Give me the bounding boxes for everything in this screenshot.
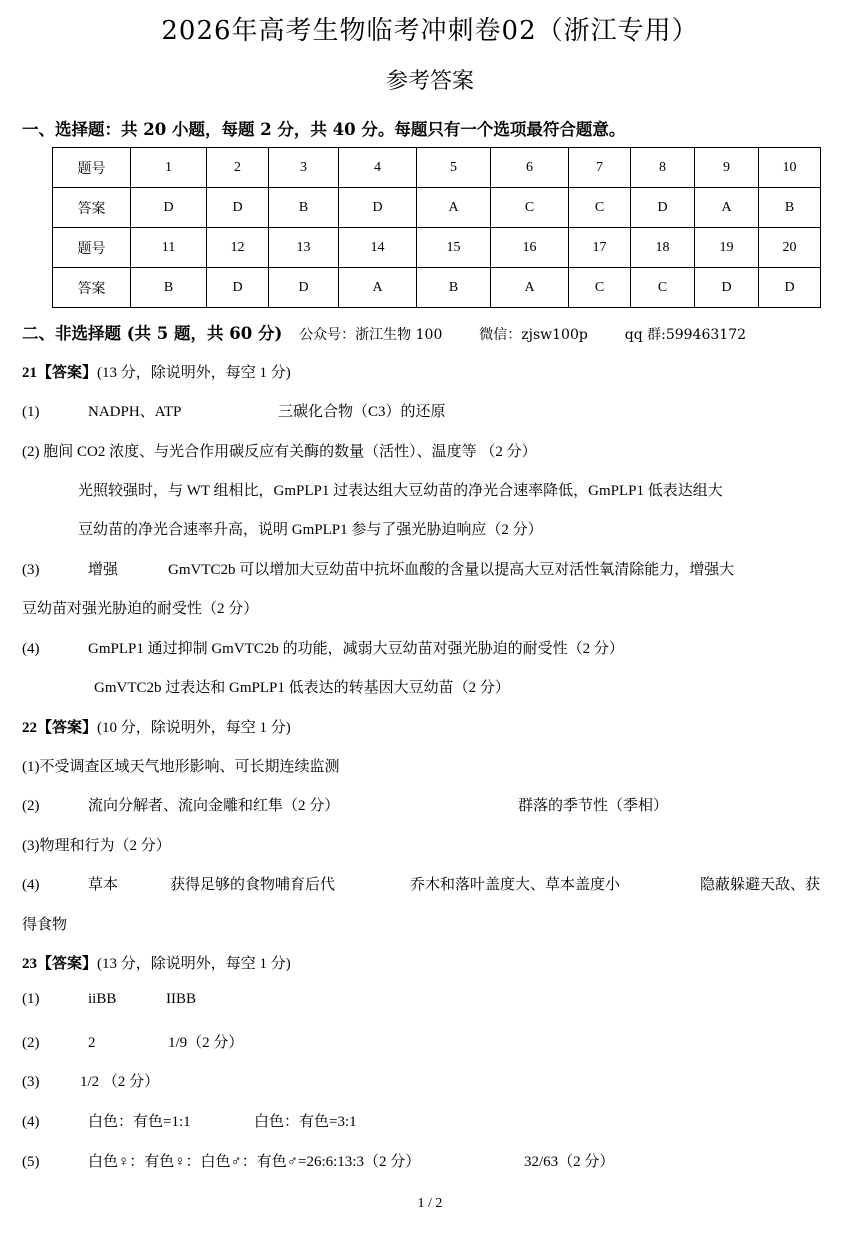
table-row bbox=[53, 228, 821, 268]
table-cell: C bbox=[631, 268, 695, 308]
q22-head: 22【答案】 bbox=[22, 720, 98, 736]
table-cell: 20 bbox=[759, 228, 821, 268]
table-cell: D bbox=[695, 268, 759, 308]
q22-line2 bbox=[22, 794, 668, 815]
table-cell: A bbox=[695, 188, 759, 228]
answer-text: 白色♀：有色♀：白色♂：有色♂=26:6:13:3（2 分） bbox=[88, 1154, 421, 1170]
answer-text: iiBB bbox=[88, 991, 117, 1007]
wechat-id: 微信：zjsw100p bbox=[479, 327, 588, 343]
q23-line1 bbox=[22, 991, 196, 1008]
table-cell: 1 bbox=[131, 148, 207, 188]
table-cell: D bbox=[131, 188, 207, 228]
answer-text: 2 bbox=[88, 1035, 96, 1051]
q22-line1: (1)不受调查区域天气地形影响、可长期连续监测 bbox=[22, 759, 340, 775]
table-cell: 12 bbox=[207, 228, 269, 268]
wechat-public-account: 公众号：浙江生物 100 bbox=[299, 327, 443, 343]
table-cell: 16 bbox=[491, 228, 569, 268]
table-cell: D bbox=[759, 268, 821, 308]
table-cell: C bbox=[569, 268, 631, 308]
table-cell: 10 bbox=[759, 148, 821, 188]
q21-line1 bbox=[22, 400, 446, 421]
q23-line5 bbox=[22, 1150, 614, 1171]
table-cell: C bbox=[569, 188, 631, 228]
q23-header bbox=[22, 952, 291, 973]
table-cell: B bbox=[269, 188, 339, 228]
table-cell: D bbox=[207, 268, 269, 308]
q21-line2: (2) 胞间 CO2 浓度、与光合作用碳反应有关酶的数量（活性）、温度等 （2 分） bbox=[22, 444, 537, 460]
item-number: (1) bbox=[22, 991, 40, 1007]
item-number: (3) bbox=[22, 1074, 40, 1090]
answer-table bbox=[52, 147, 821, 308]
table-cell: 14 bbox=[339, 228, 417, 268]
answer-text: 1/2 （2 分） bbox=[80, 1074, 160, 1090]
table-cell: 18 bbox=[631, 228, 695, 268]
q22-line4 bbox=[22, 873, 820, 894]
page-number: 1 / 2 bbox=[417, 1196, 443, 1211]
q23-head: 23【答案】 bbox=[22, 956, 98, 972]
answer-text: GmPLP1 通过抑制 GmVTC2b 的功能，减弱大豆幼苗对强光胁迫的耐受性（2 分） bbox=[88, 641, 624, 657]
item-number: (4) bbox=[22, 641, 40, 657]
answer-text: 乔木和落叶盖度大、草本盖度小 bbox=[410, 877, 621, 893]
answer-text: GmVTC2b 可以增加大豆幼苗中抗坏血酸的含量以提高大豆对活性氧清除能力，增强大 bbox=[168, 562, 735, 578]
answer-text: 三碳化合物（C3）的还原 bbox=[278, 404, 446, 420]
item-number: (3) bbox=[22, 562, 40, 578]
row-label: 答案 bbox=[53, 268, 131, 308]
q21-line6: 豆幼苗对强光胁迫的耐受性（2 分） bbox=[22, 601, 259, 617]
table-cell: 9 bbox=[695, 148, 759, 188]
table-cell: 4 bbox=[339, 148, 417, 188]
table-cell: D bbox=[269, 268, 339, 308]
q21-head: 21【答案】 bbox=[22, 365, 98, 381]
table-cell: 5 bbox=[417, 148, 491, 188]
table-cell: A bbox=[491, 268, 569, 308]
q23-line4 bbox=[22, 1110, 357, 1131]
table-cell: B bbox=[131, 268, 207, 308]
table-cell: B bbox=[759, 188, 821, 228]
row-label: 题号 bbox=[53, 148, 131, 188]
item-number: (4) bbox=[22, 1114, 40, 1130]
answer-text: 群落的季节性（季相） bbox=[518, 798, 669, 814]
item-number: (4) bbox=[22, 877, 40, 893]
q22-line3: (3)物理和行为（2 分） bbox=[22, 838, 171, 854]
q21-header bbox=[22, 361, 291, 382]
table-cell: A bbox=[417, 188, 491, 228]
table-cell: 19 bbox=[695, 228, 759, 268]
qq-group: qq 群:599463172 bbox=[624, 327, 747, 343]
answer-text: 获得足够的食物哺育后代 bbox=[170, 877, 336, 893]
row-label: 答案 bbox=[53, 188, 131, 228]
q22-header bbox=[22, 716, 291, 737]
table-row bbox=[53, 268, 821, 308]
row-label: 题号 bbox=[53, 228, 131, 268]
page-title: 2026年高考生物临考冲刺卷02（浙江专用） bbox=[161, 16, 699, 46]
table-cell: 6 bbox=[491, 148, 569, 188]
answer-text: 1/9（2 分） bbox=[168, 1035, 244, 1051]
item-number: (1) bbox=[22, 404, 40, 420]
answer-text: 白色：有色=3:1 bbox=[254, 1114, 357, 1130]
q21-line5 bbox=[22, 558, 734, 579]
table-cell: D bbox=[339, 188, 417, 228]
answer-text: 增强 bbox=[88, 562, 119, 578]
section1-heading: 一、选择题：共 20 小题，每题 2 分，共 40 分。每题只有一个选项最符合题意。 bbox=[22, 120, 626, 139]
section2-heading: 二、非选择题 (共 5 题，共 60 分) bbox=[22, 324, 283, 343]
answer-text: 草本 bbox=[88, 877, 119, 893]
answer-text: 隐蔽躲避天敌、获 bbox=[700, 877, 821, 893]
table-cell: B bbox=[417, 268, 491, 308]
table-cell: A bbox=[339, 268, 417, 308]
page-subtitle: 参考答案 bbox=[385, 69, 474, 94]
table-cell: 8 bbox=[631, 148, 695, 188]
q22-note: (10 分，除说明外，每空 1 分) bbox=[97, 720, 291, 736]
q21-line8: GmVTC2b 过表达和 GmPLP1 低表达的转基因大豆幼苗（2 分） bbox=[94, 680, 510, 696]
table-cell: D bbox=[207, 188, 269, 228]
q23-line2 bbox=[22, 1031, 243, 1052]
table-row bbox=[53, 188, 821, 228]
answer-text: 流向分解者、流向金雕和红隼（2 分） bbox=[88, 798, 340, 814]
item-number: (5) bbox=[22, 1154, 40, 1170]
table-cell: 15 bbox=[417, 228, 491, 268]
table-cell: C bbox=[491, 188, 569, 228]
q23-line3 bbox=[22, 1070, 159, 1091]
answer-text: 32/63（2 分） bbox=[524, 1154, 615, 1170]
answer-text: NADPH、ATP bbox=[88, 404, 182, 420]
q21-line7 bbox=[22, 637, 624, 658]
item-number: (2) bbox=[22, 798, 40, 814]
table-cell: 2 bbox=[207, 148, 269, 188]
table-cell: 13 bbox=[269, 228, 339, 268]
q23-note: (13 分，除说明外，每空 1 分) bbox=[97, 956, 291, 972]
table-cell: 11 bbox=[131, 228, 207, 268]
table-cell: 7 bbox=[569, 148, 631, 188]
table-cell: 3 bbox=[269, 148, 339, 188]
q21-note: (13 分，除说明外，每空 1 分) bbox=[97, 365, 291, 381]
answer-text: 白色：有色=1:1 bbox=[88, 1114, 191, 1130]
item-number: (2) bbox=[22, 1035, 40, 1051]
table-cell: 17 bbox=[569, 228, 631, 268]
section2-header bbox=[22, 320, 746, 344]
q22-line5: 得食物 bbox=[22, 917, 68, 933]
answer-text: IIBB bbox=[166, 991, 196, 1007]
q21-line4: 豆幼苗的净光合速率升高，说明 GmPLP1 参与了强光胁迫响应（2 分） bbox=[78, 522, 543, 538]
q21-line3: 光照较强时，与 WT 组相比，GmPLP1 过表达组大豆幼苗的净光合速率降低，GmPLP1 低表达组大 bbox=[78, 483, 723, 499]
table-cell: D bbox=[631, 188, 695, 228]
table-row bbox=[53, 148, 821, 188]
